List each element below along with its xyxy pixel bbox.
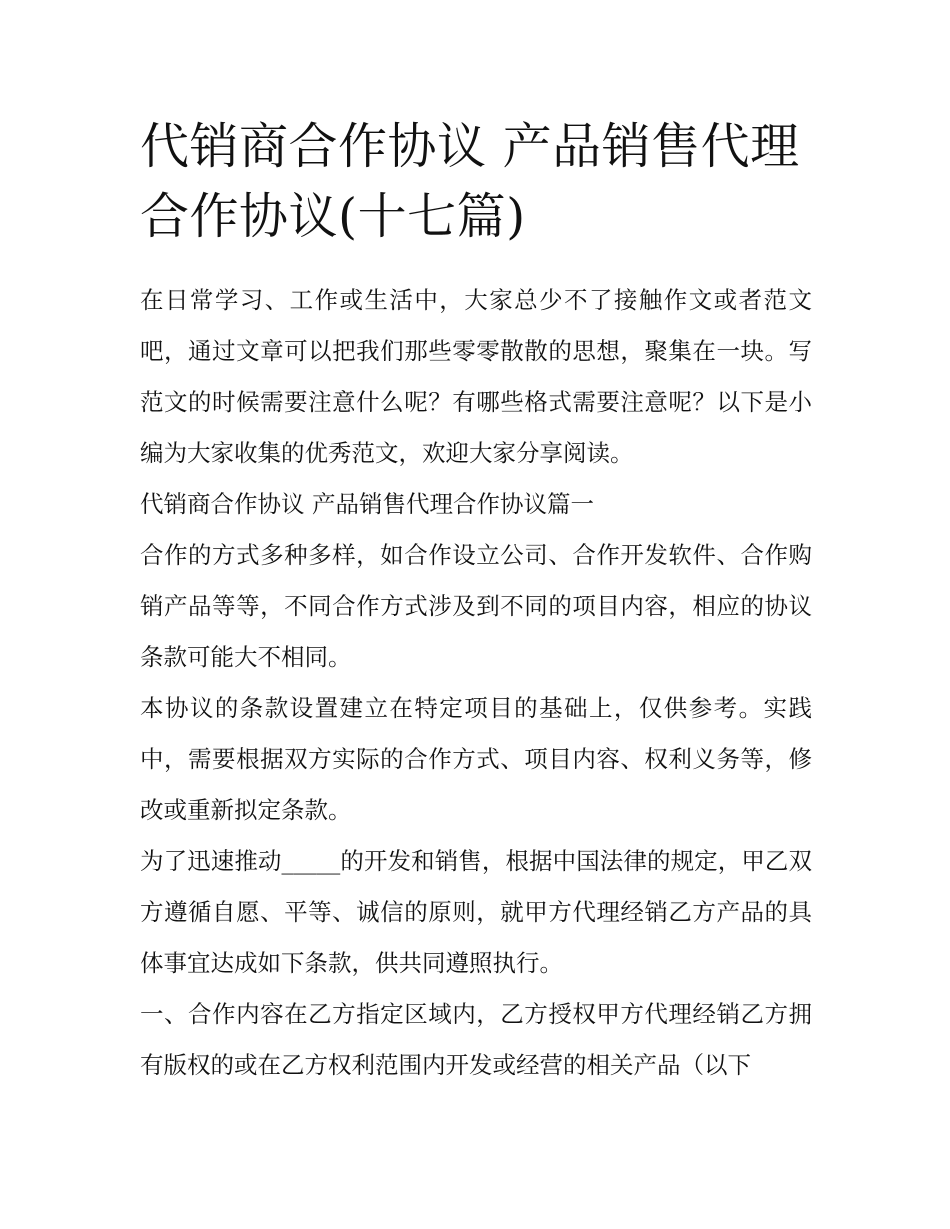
intro-paragraph: 在日常学习、工作或生活中，大家总少不了接触作文或者范文吧，通过文章可以把我们那些零零散散的思想，聚集在一块。写范文的时候需要注意什么呢？有哪些格式需要注意呢？以下是小编为大家收集的优秀范文，欢迎大家分享阅读。 <box>140 286 812 467</box>
section-heading: 代销商合作协议 产品销售代理合作协议篇一 <box>140 490 594 518</box>
body-paragraph: 为了迅速推动_____的开发和销售，根据中国法律的规定，甲乙双方遵循自愿、平等、诚信的原则，就甲方代理经销乙方产品的具体事宜达成如下条款，供共同遵照执行。 <box>140 847 812 977</box>
document-body <box>140 112 812 1091</box>
body-paragraph: 本协议的条款设置建立在特定项目的基础上，仅供参考。实践中，需要根据双方实际的合作方式、项目内容、权利义务等，修改或重新拟定条款。 <box>140 694 812 824</box>
document-title: 代销商合作协议 产品销售代理合作协议(十七篇) <box>140 118 800 245</box>
body-paragraph: 合作的方式多种多样，如合作设立公司、合作开发软件、合作购销产品等等，不同合作方式涉及到不同的项目内容，相应的协议条款可能大不相同。 <box>140 541 812 671</box>
body-paragraph: 一、合作内容在乙方指定区域内，乙方授权甲方代理经销乙方拥有版权的或在乙方权利范围内开发或经营的相关产品（以下 <box>140 1000 812 1079</box>
title-spacer <box>140 252 812 275</box>
